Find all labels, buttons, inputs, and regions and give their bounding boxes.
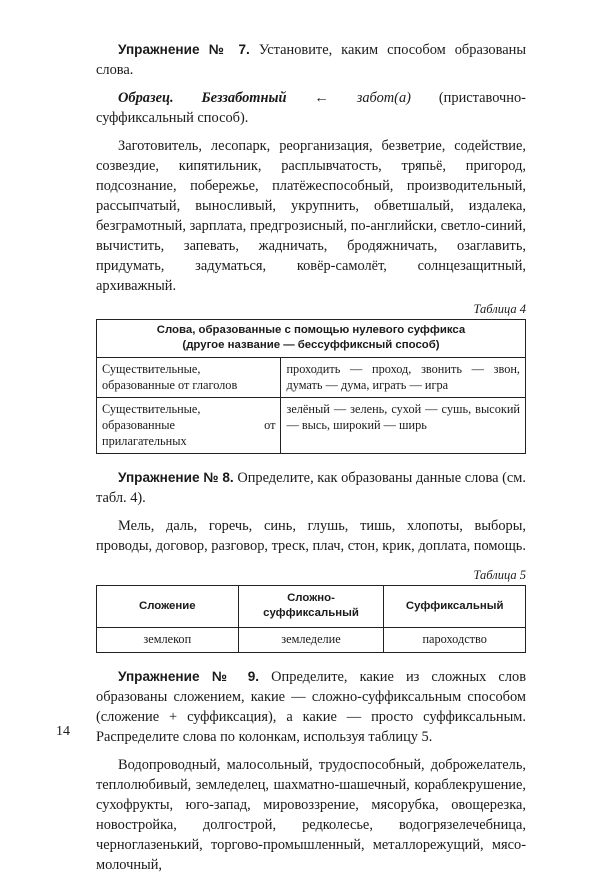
table-4-caption: Таблица 4 [473, 302, 526, 316]
table-5-header: Сложно-суффиксальный [238, 586, 384, 628]
sample-arrow: ← [286, 90, 357, 106]
table-4 [96, 319, 526, 454]
exercise-9-task [96, 667, 526, 747]
sample-base: забот(а) [356, 90, 411, 106]
exercise-8-text: Определите, как образованы данные слова (см. табл. 4). [96, 470, 527, 506]
exercise-9-text: Определите, какие из сложных слов образованы сложением, какие — сложно-суффиксальным способом (сложение + суффиксация), а какие — просто суффиксальным. Распределите слова по колонкам, используя таблицу 5. [96, 669, 526, 745]
exercise-7-task [96, 40, 526, 80]
table-5 [96, 585, 526, 653]
exercise-9-title: Упражнение № 9. [118, 669, 260, 684]
exercise-8-words: Мель, даль, горечь, синь, глушь, тишь, хлопоты, выборы, проводы, договор, разговор, треск, плач, стон, крик, доплата, помощь. [96, 518, 526, 554]
table-4-cell-examples: проходить — проход, звонить — звон, думать — дума, играть — игра [281, 358, 526, 398]
table-5-cell: пароходство [384, 628, 526, 653]
exercise-7-words: Заготовитель, лесопарк, реорганизация, безветрие, содействие, созвездие, кипятильник, расплывчатость, тряпьё, пригород, подсознание, побережье, платёжеспособный, производительный, рассыпчатый, выносливый, укрупнить, обветшалый, издалека, безграмотный, зарплата, предгрозисный, по-английски, светло-синий, вычистить, запевать, жадничать, бродяжничать, озаглавить, придумать, задуматься, ковёр-самолёт, солнцезащитный, архиважный. [96, 138, 526, 294]
page-number: 14 [56, 724, 70, 739]
table-5-header: Сложение [97, 586, 239, 628]
table-row [97, 398, 526, 454]
exercise-7-sample [96, 88, 526, 128]
table-5-header-row [97, 586, 526, 628]
table-4-cell-category: Существительные, образованные от прилагательных [97, 398, 281, 454]
table-row [97, 358, 526, 398]
table-4-header-line-1: Слова, образованные с помощью нулевого суффикса [156, 324, 466, 336]
exercise-8-task [96, 468, 526, 508]
table-5-cell: землекоп [97, 628, 239, 653]
table-4-header-line-2: (другое название — бессуффиксный способ) [182, 339, 440, 351]
table-4-header [97, 320, 526, 358]
exercise-9-words: Водопроводный, малосольный, трудоспособный, доброжелатель, теплолюбивый, земледелец, шахматно-шашечный, кораблекрушение, сухофрукты, юго-запад, мировоззрение, мясорубка, овощерезка, новостройка, долгострой, редколесье, водогрязелечебница, черноглазенький, торгово-промышленный, металлорежущий, мясо-молочный, [96, 757, 526, 873]
exercise-7-text: Установите, каким способом образованы слова. [96, 42, 526, 78]
table-4-cell-examples: зелёный — зелень, сухой — сушь, высокий — высь, широкий — ширь [281, 398, 526, 454]
sample-word: Беззаботный [201, 90, 287, 106]
sample-note: (приставочно-суффиксальный способ). [96, 90, 526, 126]
table-5-header: Суффиксальный [384, 586, 526, 628]
sample-label: Образец. [118, 90, 174, 106]
table-4-header-row [97, 320, 526, 358]
exercise-8-title: Упражнение № 8. [118, 470, 234, 485]
table-5-caption: Таблица 5 [473, 568, 526, 582]
exercise-7-title: Упражнение № 7. [118, 42, 250, 57]
table-5-cell: земледелие [238, 628, 384, 653]
table-row [97, 628, 526, 653]
table-4-cell-category: Существительные, образованные от глаголов [97, 358, 281, 398]
